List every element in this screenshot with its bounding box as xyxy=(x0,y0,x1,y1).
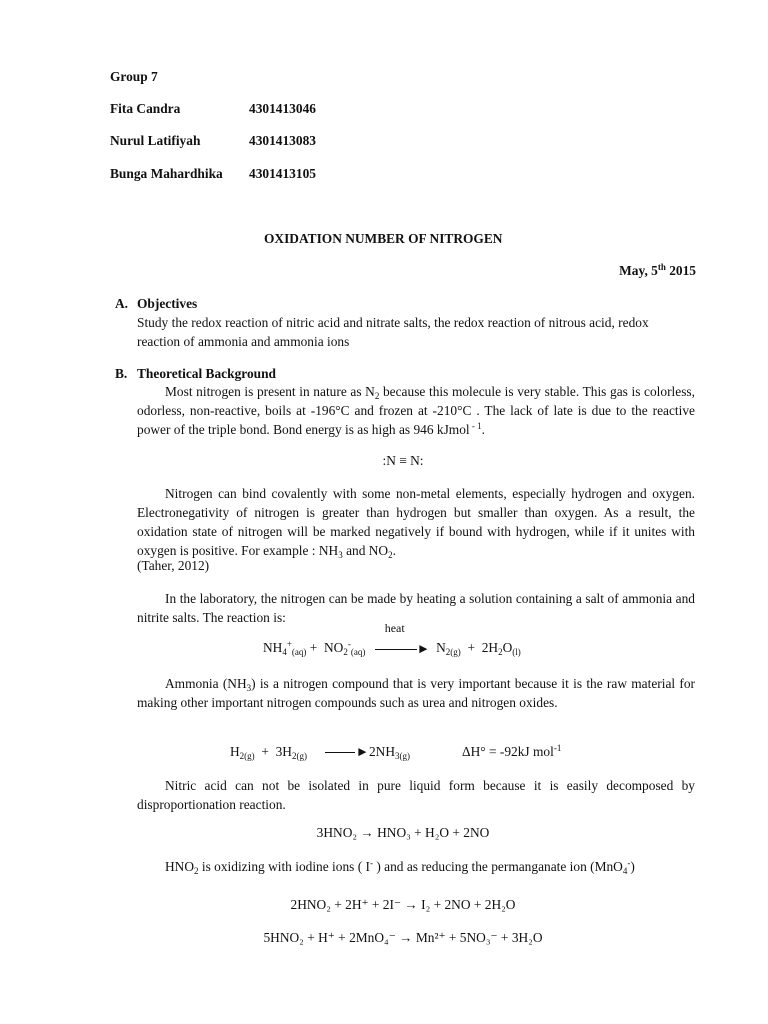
equation-iodide: 2HNO₂ + 2H⁺ + 2I⁻ → I₂ + 2NO + 2H₂O xyxy=(290,897,516,912)
objectives-text: Study the redox reaction of nitric acid and nitrate salts, the redox reaction of nitrous acid, redox reaction of ammonia and ammonia ions xyxy=(137,315,649,349)
member-name: Bunga Mahardhika xyxy=(110,166,223,181)
equation-disproportionation: 3HNO₂ → HNO₃ + H₂O + 2NO xyxy=(316,825,490,840)
member-id: 4301413083 xyxy=(249,133,316,148)
equation-nitrite-ammonium: $NH_4^+_{(aq)} + NO_2^-_{(aq)}$ heat ► $N_{2(g)} + 2H_2O_{(l)}$ xyxy=(263,620,521,657)
member-id: 4301413046 xyxy=(249,101,316,116)
group-label: Group 7 xyxy=(110,69,158,84)
section-b-heading: Theoretical Background xyxy=(137,366,276,381)
member-name: Fita Candra xyxy=(110,101,181,116)
document-title: OXIDATION NUMBER OF NITROGEN xyxy=(264,231,503,246)
paragraph-nitric-acid: Nitric acid can not be isolated in pure liquid form because it is easily decomposed by disproportionation reaction. xyxy=(137,778,695,812)
paragraph-covalent-bonding: Nitrogen can bind covalently with some non-metal elements, especially hydrogen and oxygen. Electronegativity of nitrogen is greater than hydrogen but smaller than oxygen. As a result, the oxidation state of nitrogen will be marked negatively if bound with hydrogen, while if it unites with oxygen is positive. For example : $NH_3$ and $NO_2$. xyxy=(137,486,695,560)
equation-haber: $H_{2(g)} + 3H_{2(g)}$ $►2NH_{3(g)}$ xyxy=(230,744,411,761)
paragraph-hno2: $HNO_2$ is oxidizing with iodine ions ( I- ) and as reducing the permanganate ion (MnO$_4$-) xyxy=(165,858,635,876)
heat-label: heat xyxy=(384,620,405,635)
section-b-letter: B. xyxy=(115,366,128,381)
triple-bond-structure: :N ≡ N: xyxy=(382,453,424,468)
paragraph-nitrogen-stability: Most nitrogen is present in nature as $N_2$ because this molecule is very stable. This gas is colorless, odorless, non-reactive, boils at -196°C and frozen at -210°C . The lack of late is due to the reactive power of the triple bond. Bond energy is as high as 946 kJmol $^{- 1}$. xyxy=(137,384,695,437)
member-id: 4301413105 xyxy=(249,166,316,181)
reaction-arrow: heat ► xyxy=(375,641,427,657)
citation: (Taher, 2012) xyxy=(137,558,210,573)
paragraph-laboratory: In the laboratory, the nitrogen can be made by heating a solution containing a salt of ammonia and nitrite salts. The reaction is: xyxy=(137,591,695,625)
document-date: May, 5th 2015 xyxy=(619,262,696,278)
member-name: Nurul Latifiyah xyxy=(110,133,201,148)
paragraph-ammonia: Ammonia $(NH_3)$ is a nitrogen compound that is very important because it is the raw material for making other important nitrogen compounds such as urea and nitrogen oxides. xyxy=(137,676,695,710)
section-a-letter: A. xyxy=(115,296,129,311)
section-a-heading: Objectives xyxy=(137,296,198,311)
enthalpy-change: ΔH° = -92kJ mol$^{-1}$ xyxy=(462,743,562,759)
equation-permanganate: 5HNO₂ + H⁺ + 2MnO₄⁻ → Mn²⁺ + 5NO₃⁻ + 3H₂O xyxy=(263,930,543,945)
